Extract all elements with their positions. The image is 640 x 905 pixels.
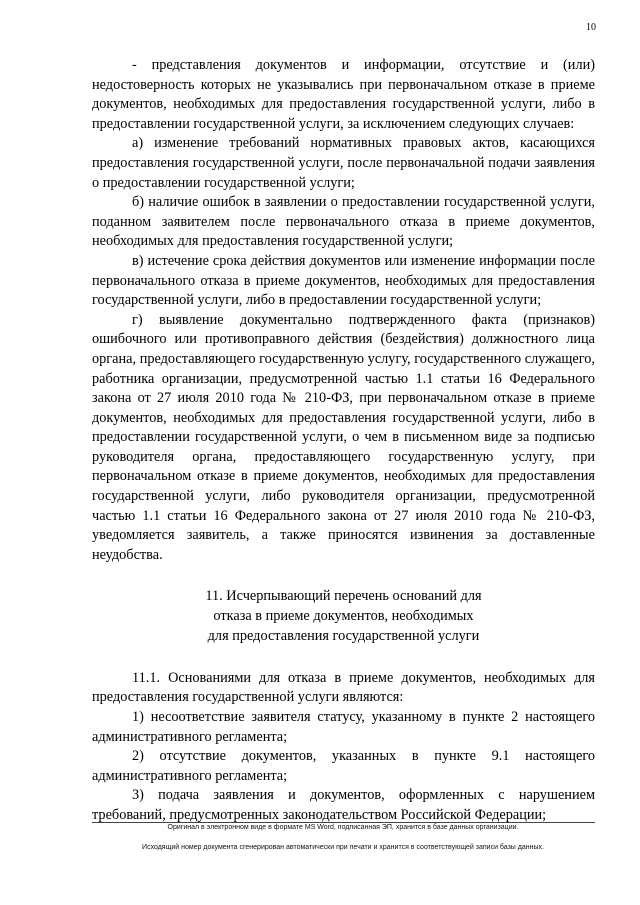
footer-note-number: Исходящий номер документа сгенерирован автоматически при печати и хранится в соответствующей записи базы данных.	[142, 844, 544, 851]
footer-divider	[92, 822, 595, 823]
section-heading-line3: для предоставления государственной услуги	[207, 628, 480, 645]
footer-note-original: Оригинал в электронном виде в формате MS Word, подписанная ЭП, хранится в базе данных организации.	[167, 824, 519, 831]
paragraph-exceptions-intro: - представления документов и информации, отсутствие и (или) недостоверность которых не указывались при первоначальном отказе в приеме документов, необходимых для предоставления государственной услуги, либо в предоставлении государственной услуги, за исключением следующих случаев:	[92, 57, 595, 132]
paragraph-ground-3: 3) подача заявления и документов, оформленных с нарушением требований, предусмотренных законодательством Российской Федерации;	[92, 787, 595, 823]
paragraph-item-g: г) выявление документально подтвержденного факта (признаков) ошибочного или противоправного действия (бездействия) должностного лица органа, предоставляющего государственную услугу, государственного служащего, работника организации, предусмотренной частью 1.1 статьи 16 Федерального закона от 27 июля 2010 года № 210-ФЗ, при первоначальном отказе в приеме документов, необходимых для предоставления государственной услуги, либо в предоставлении государственной услуги, о чем в письменном виде за подписью руководителя органа, предоставляющего государственную услугу, при первоначальном отказе в приеме документов, необходимых для предоставления государственной услуги, либо руководителя организации, предусмотренной частью 1.1 статьи 16 Федерального закона от 27 июля 2010 года № 210-ФЗ, уведомляется заявитель, а также приносятся извинения за доставленные неудобства.	[92, 311, 595, 563]
paragraph-11-1: 11.1. Основаниями для отказа в приеме документов, необходимых для предоставления государственной услуги являются:	[92, 669, 595, 706]
paragraph-ground-2: 2) отсутствие документов, указанных в пункте 9.1 настоящего административного регламента;	[92, 748, 595, 784]
document-body	[92, 56, 595, 826]
section-heading	[92, 587, 595, 646]
section-heading-line1: 11. Исчерпывающий перечень оснований для	[205, 588, 482, 605]
page-number: 10	[586, 22, 596, 33]
paragraph-item-b: б) наличие ошибок в заявлении о предоставлении государственной услуги, поданном заявителем после первоначального отказа в приеме документов, необходимых для предоставления государственной услуги;	[92, 194, 595, 250]
paragraph-ground-1: 1) несоответствие заявителя статусу, указанному в пункте 2 настоящего административного регламента;	[92, 709, 595, 745]
section-heading-line2: отказа в приеме документов, необходимых	[213, 608, 474, 625]
paragraph-item-v: в) истечение срока действия документов или изменение информации после первоначального отказа в приеме документов, необходимых для предоставления государственной услуги, либо в предоставлении государственной услуги;	[92, 252, 595, 309]
paragraph-item-a: а) изменение требований нормативных правовых актов, касающихся предоставления государственной услуги, после первоначальной подачи заявления о предоставлении государственной услуги;	[92, 135, 595, 191]
